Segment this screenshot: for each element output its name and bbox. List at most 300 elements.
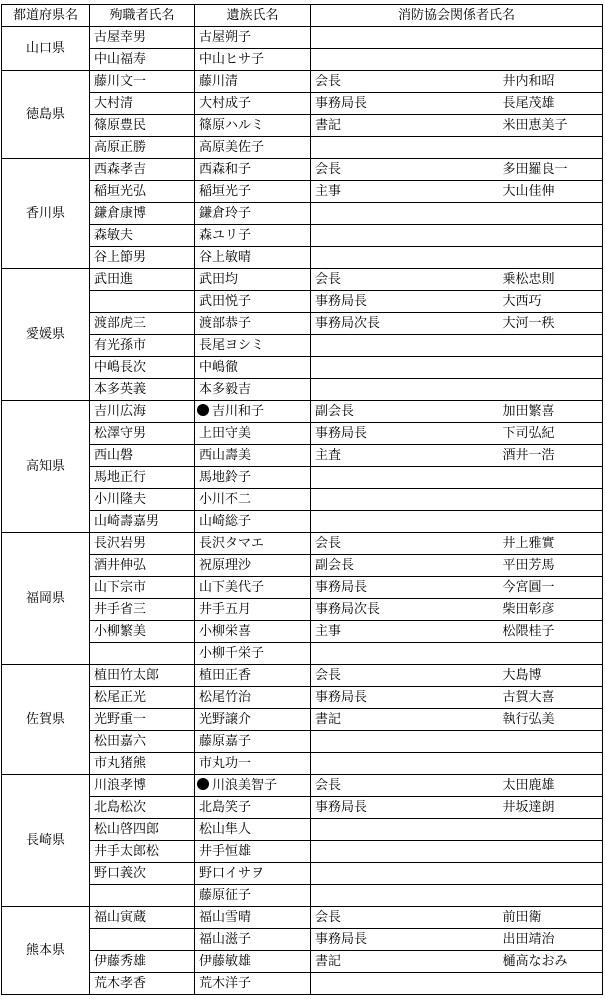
association-role-text: 会長 — [315, 536, 342, 551]
table-row — [2, 335, 603, 357]
association-role-text: 副会長 — [315, 558, 355, 573]
deceased-name-text: 市丸猪熊 — [94, 756, 147, 771]
deceased-name-text: 松澤守男 — [94, 426, 147, 441]
association-role-cell — [311, 49, 499, 71]
association-role-cell — [311, 203, 499, 225]
header-survivor-name: 遺族氏名 — [195, 5, 311, 27]
survivor-name-text: 光野譲介 — [199, 712, 252, 727]
association-role-cell — [311, 929, 499, 951]
survivor-name-cell — [195, 181, 311, 203]
survivor-name-text: 祝原理沙 — [199, 558, 252, 573]
table-row — [2, 49, 603, 71]
deceased-name-cell — [90, 555, 195, 577]
association-role-cell — [311, 951, 499, 973]
association-name-cell — [499, 313, 603, 335]
survivor-name-text: 井手恒雄 — [199, 844, 252, 859]
deceased-name-cell — [90, 335, 195, 357]
association-role-text: 書記 — [315, 118, 342, 133]
survivor-name-cell — [195, 71, 311, 93]
survivor-name-text: 吉川和子 — [212, 404, 265, 419]
prefecture-cell: 愛媛県 — [2, 269, 90, 401]
survivor-name-cell — [195, 93, 311, 115]
survivor-name-text: 中山ヒサ子 — [199, 52, 265, 67]
association-role-cell — [311, 753, 499, 775]
association-role-cell — [311, 907, 499, 929]
deceased-name-cell — [90, 445, 195, 467]
association-role-cell — [311, 687, 499, 709]
association-role-cell — [311, 621, 499, 643]
deceased-name-text: 有光孫市 — [94, 338, 147, 353]
association-name-cell — [499, 819, 603, 841]
deceased-name-cell — [90, 313, 195, 335]
deceased-name-text: 小柳繁美 — [94, 624, 147, 639]
association-role-text: 会長 — [315, 910, 342, 925]
deceased-name-text: 中山福寿 — [94, 52, 147, 67]
association-role-cell — [311, 335, 499, 357]
association-name-cell — [499, 863, 603, 885]
association-role-text: 事務局長 — [315, 426, 368, 441]
prefecture-cell: 長崎県 — [2, 775, 90, 907]
deceased-name-cell — [90, 775, 195, 797]
table-row — [2, 599, 603, 621]
deceased-name-cell — [90, 93, 195, 115]
deceased-name-cell — [90, 797, 195, 819]
survivor-name-text: 渡部恭子 — [199, 316, 252, 331]
association-name-cell — [499, 907, 603, 929]
deceased-name-cell — [90, 225, 195, 247]
survivor-name-text: 北島笑子 — [199, 800, 252, 815]
association-role-cell — [311, 775, 499, 797]
deceased-name-text: 吉川広海 — [94, 404, 147, 419]
deceased-name-cell — [90, 929, 195, 951]
survivor-name-cell — [195, 885, 311, 907]
survivor-name-cell — [195, 797, 311, 819]
survivor-name-text: 小柳栄喜 — [199, 624, 252, 639]
association-role-cell — [311, 357, 499, 379]
survivor-name-text: 大村成子 — [199, 96, 252, 111]
survivor-name-cell — [195, 929, 311, 951]
association-role-text: 事務局長 — [315, 690, 368, 705]
deceased-name-cell — [90, 819, 195, 841]
association-role-cell — [311, 599, 499, 621]
association-name-cell — [499, 93, 603, 115]
association-name-cell — [499, 709, 603, 731]
survivor-name-cell — [195, 665, 311, 687]
association-role-cell — [311, 225, 499, 247]
association-role-text: 会長 — [315, 272, 342, 287]
survivor-name-cell — [195, 709, 311, 731]
association-name-text: 酒井一浩 — [502, 448, 555, 463]
survivor-name-cell — [195, 115, 311, 137]
survivor-name-cell — [195, 423, 311, 445]
deceased-name-text: 松山啓四郎 — [94, 822, 160, 837]
deceased-name-text: 谷上節男 — [94, 250, 147, 265]
association-name-cell — [499, 335, 603, 357]
deceased-name-cell — [90, 863, 195, 885]
survivor-name-cell — [195, 445, 311, 467]
association-role-cell — [311, 445, 499, 467]
association-role-cell — [311, 489, 499, 511]
deceased-name-text: 森敏夫 — [94, 228, 134, 243]
survivor-name-cell — [195, 951, 311, 973]
table-row — [2, 819, 603, 841]
association-name-cell — [499, 731, 603, 753]
deceased-name-cell — [90, 973, 195, 995]
deceased-name-text: 本多英義 — [94, 382, 147, 397]
survivor-name-cell — [195, 533, 311, 555]
association-name-cell — [499, 467, 603, 489]
survivor-name-text: 松尾竹治 — [199, 690, 252, 705]
survivor-name-cell — [195, 819, 311, 841]
table-row — [2, 841, 603, 863]
association-role-text: 事務局長 — [315, 294, 368, 309]
association-name-text: 乗松忠則 — [502, 272, 555, 287]
association-name-cell — [499, 247, 603, 269]
association-name-cell — [499, 423, 603, 445]
black-circle-icon — [197, 778, 209, 790]
association-name-cell — [499, 511, 603, 533]
deceased-name-text: 篠原豊民 — [94, 118, 147, 133]
table-row — [2, 71, 603, 93]
association-name-cell — [499, 357, 603, 379]
deceased-name-text: 井手太郎松 — [94, 844, 160, 859]
survivor-name-text: 谷上敏晴 — [199, 250, 252, 265]
survivor-name-cell — [195, 731, 311, 753]
association-role-text: 事務局長 — [315, 580, 368, 595]
association-name-text: 米田恵美子 — [502, 118, 568, 133]
association-role-text: 主査 — [315, 448, 342, 463]
association-name-text: 大島博 — [502, 668, 542, 683]
survivor-name-cell — [195, 841, 311, 863]
survivor-name-text: 西山壽美 — [199, 448, 252, 463]
survivor-name-cell — [195, 489, 311, 511]
deceased-name-text: 山崎壽嘉男 — [94, 514, 160, 529]
association-name-cell — [499, 49, 603, 71]
table-row — [2, 203, 603, 225]
deceased-name-text: 松田嘉六 — [94, 734, 147, 749]
survivor-name-cell — [195, 379, 311, 401]
table-row — [2, 775, 603, 797]
survivor-name-text: 西森和子 — [199, 162, 252, 177]
deceased-name-text: 高原正勝 — [94, 140, 147, 155]
deceased-name-text: 植田竹太郎 — [94, 668, 160, 683]
table-row — [2, 445, 603, 467]
survivor-name-text: 荒木洋子 — [199, 976, 252, 991]
survivor-name-text: 中嶋徹 — [199, 360, 239, 375]
association-name-text: 長尾茂雄 — [502, 96, 555, 111]
association-role-text: 事務局次長 — [315, 602, 381, 617]
association-name-text: 井上雅實 — [502, 536, 555, 551]
association-role-text: 事務局長 — [315, 932, 368, 947]
deceased-name-cell — [90, 621, 195, 643]
survivor-name-cell — [195, 247, 311, 269]
association-role-text: 主事 — [315, 624, 342, 639]
header-deceased-name: 殉職者氏名 — [90, 5, 195, 27]
deceased-name-text: 伊藤秀雄 — [94, 954, 147, 969]
deceased-name-cell — [90, 577, 195, 599]
deceased-name-cell — [90, 599, 195, 621]
association-name-cell — [499, 841, 603, 863]
deceased-name-text: 松尾正光 — [94, 690, 147, 705]
deceased-name-text: 武田進 — [94, 272, 134, 287]
survivor-name-text: 武田均 — [199, 272, 239, 287]
survivor-name-cell — [195, 753, 311, 775]
table-row — [2, 27, 603, 49]
deceased-name-cell — [90, 533, 195, 555]
association-role-cell — [311, 709, 499, 731]
association-name-text: 樋高なおみ — [502, 954, 568, 969]
association-name-cell — [499, 951, 603, 973]
deceased-name-cell — [90, 951, 195, 973]
association-name-text: 井坂達朗 — [502, 800, 555, 815]
survivor-name-text: 鎌倉玲子 — [199, 206, 252, 221]
association-role-text: 事務局長 — [315, 96, 368, 111]
survivor-name-cell — [195, 973, 311, 995]
table-row — [2, 753, 603, 775]
survivor-name-cell — [195, 269, 311, 291]
deceased-name-cell — [90, 357, 195, 379]
association-name-cell — [499, 445, 603, 467]
survivor-name-cell — [195, 291, 311, 313]
deceased-name-cell — [90, 247, 195, 269]
association-role-cell — [311, 797, 499, 819]
deceased-name-cell — [90, 71, 195, 93]
association-role-text: 事務局次長 — [315, 316, 381, 331]
memorial-table — [1, 4, 603, 995]
prefecture-cell: 高知県 — [2, 401, 90, 533]
deceased-name-text: 稲垣光弘 — [94, 184, 147, 199]
association-name-cell — [499, 115, 603, 137]
table-row — [2, 709, 603, 731]
survivor-name-text: 武田悦子 — [199, 294, 252, 309]
survivor-name-cell — [195, 621, 311, 643]
deceased-name-cell — [90, 49, 195, 71]
association-role-cell — [311, 973, 499, 995]
survivor-name-cell — [195, 203, 311, 225]
deceased-name-text: 西山磐 — [94, 448, 134, 463]
deceased-name-text: 酒井伸弘 — [94, 558, 147, 573]
association-role-cell — [311, 269, 499, 291]
deceased-name-cell — [90, 181, 195, 203]
table-row — [2, 423, 603, 445]
survivor-name-cell — [195, 49, 311, 71]
association-name-text: 加田繁喜 — [502, 404, 555, 419]
survivor-name-text: 高原美佐子 — [199, 140, 265, 155]
association-role-cell — [311, 181, 499, 203]
association-name-cell — [499, 885, 603, 907]
deceased-name-cell — [90, 665, 195, 687]
survivor-name-cell — [195, 225, 311, 247]
table-row — [2, 665, 603, 687]
survivor-name-text: 小柳千栄子 — [199, 646, 265, 661]
survivor-name-cell — [195, 577, 311, 599]
header-prefecture: 都道府県名 — [2, 5, 90, 27]
deceased-name-cell — [90, 687, 195, 709]
association-role-cell — [311, 555, 499, 577]
association-role-cell — [311, 401, 499, 423]
survivor-name-text: 篠原ハルミ — [199, 118, 265, 133]
survivor-name-text: 山崎総子 — [199, 514, 252, 529]
association-role-cell — [311, 533, 499, 555]
deceased-name-text: 馬地正行 — [94, 470, 147, 485]
survivor-name-cell — [195, 599, 311, 621]
prefecture-cell: 山口県 — [2, 27, 90, 71]
deceased-name-cell — [90, 401, 195, 423]
deceased-name-cell — [90, 841, 195, 863]
association-name-text: 大山佳伸 — [502, 184, 555, 199]
deceased-name-cell — [90, 643, 195, 665]
deceased-name-cell — [90, 27, 195, 49]
association-name-cell — [499, 137, 603, 159]
association-name-text: 大河一秩 — [502, 316, 555, 331]
association-role-cell — [311, 731, 499, 753]
deceased-name-text: 小川隆夫 — [94, 492, 147, 507]
survivor-name-text: 植田正香 — [199, 668, 252, 683]
association-name-cell — [499, 753, 603, 775]
table-row — [2, 577, 603, 599]
association-role-cell — [311, 423, 499, 445]
association-role-cell — [311, 27, 499, 49]
association-name-cell — [499, 71, 603, 93]
association-name-text: 前田衛 — [502, 910, 542, 925]
deceased-name-cell — [90, 423, 195, 445]
association-name-cell — [499, 379, 603, 401]
association-name-text: 多田羅良一 — [502, 162, 568, 177]
association-role-cell — [311, 819, 499, 841]
table-row — [2, 159, 603, 181]
black-circle-icon — [197, 404, 209, 416]
deceased-name-cell — [90, 885, 195, 907]
table-row — [2, 511, 603, 533]
association-role-text: 書記 — [315, 954, 342, 969]
deceased-name-text: 古屋幸男 — [94, 30, 147, 45]
survivor-name-text: 野口イサヲ — [199, 866, 265, 881]
table-row — [2, 467, 603, 489]
association-name-cell — [499, 489, 603, 511]
association-name-cell — [499, 533, 603, 555]
association-name-cell — [499, 203, 603, 225]
association-role-text: 主事 — [315, 184, 342, 199]
survivor-name-cell — [195, 335, 311, 357]
survivor-name-text: 森ユリ子 — [199, 228, 252, 243]
association-name-text: 大西巧 — [502, 294, 542, 309]
deceased-name-cell — [90, 379, 195, 401]
table-row — [2, 731, 603, 753]
survivor-name-text: 稲垣光子 — [199, 184, 252, 199]
association-name-cell — [499, 269, 603, 291]
table-row — [2, 643, 603, 665]
survivor-name-text: 藤川清 — [199, 74, 239, 89]
association-role-text: 副会長 — [315, 404, 355, 419]
table-row — [2, 225, 603, 247]
association-role-text: 事務局長 — [315, 800, 368, 815]
survivor-name-cell — [195, 27, 311, 49]
table-row — [2, 929, 603, 951]
association-role-cell — [311, 291, 499, 313]
association-name-text: 松隈桂子 — [502, 624, 555, 639]
table-row — [2, 797, 603, 819]
association-name-cell — [499, 159, 603, 181]
table-row — [2, 313, 603, 335]
deceased-name-cell — [90, 907, 195, 929]
survivor-name-cell — [195, 511, 311, 533]
survivor-name-cell — [195, 907, 311, 929]
table-row — [2, 247, 603, 269]
deceased-name-cell — [90, 467, 195, 489]
survivor-name-cell — [195, 159, 311, 181]
survivor-name-cell — [195, 687, 311, 709]
association-role-cell — [311, 841, 499, 863]
association-name-cell — [499, 973, 603, 995]
association-role-cell — [311, 863, 499, 885]
table-row — [2, 181, 603, 203]
survivor-name-cell — [195, 643, 311, 665]
survivor-name-text: 藤原嘉子 — [199, 734, 252, 749]
deceased-name-cell — [90, 269, 195, 291]
deceased-name-cell — [90, 291, 195, 313]
association-role-cell — [311, 643, 499, 665]
association-role-cell — [311, 313, 499, 335]
association-name-text: 柴田彰彦 — [502, 602, 555, 617]
survivor-name-cell — [195, 313, 311, 335]
association-role-text: 会長 — [315, 668, 342, 683]
deceased-name-cell — [90, 115, 195, 137]
association-name-cell — [499, 665, 603, 687]
deceased-name-text: 北島松次 — [94, 800, 147, 815]
prefecture-cell: 香川県 — [2, 159, 90, 269]
survivor-name-text: 福山雪晴 — [199, 910, 252, 925]
association-name-cell — [499, 401, 603, 423]
association-role-cell — [311, 159, 499, 181]
survivor-name-text: 伊藤敏雄 — [199, 954, 252, 969]
table-row — [2, 863, 603, 885]
table-row — [2, 401, 603, 423]
deceased-name-cell — [90, 511, 195, 533]
association-role-text: 会長 — [315, 162, 342, 177]
association-name-text: 下司弘紀 — [502, 426, 555, 441]
survivor-name-text: 古屋朔子 — [199, 30, 252, 45]
survivor-name-text: 小川不二 — [199, 492, 252, 507]
association-role-cell — [311, 577, 499, 599]
survivor-name-text: 長沢タマエ — [199, 536, 265, 551]
survivor-name-text: 松山隼人 — [199, 822, 252, 837]
survivor-name-cell — [195, 467, 311, 489]
association-role-cell — [311, 93, 499, 115]
survivor-name-text: 市丸功一 — [199, 756, 252, 771]
survivor-name-text: 上田守美 — [199, 426, 252, 441]
deceased-name-text: 荒木孝香 — [94, 976, 147, 991]
deceased-name-cell — [90, 753, 195, 775]
survivor-name-text: 福山滋子 — [199, 932, 252, 947]
deceased-name-text: 長沢岩男 — [94, 536, 147, 551]
association-role-cell — [311, 885, 499, 907]
association-name-text: 今宮圓一 — [502, 580, 555, 595]
table-row — [2, 885, 603, 907]
deceased-name-text: 井手省三 — [94, 602, 147, 617]
prefecture-cell: 福岡県 — [2, 533, 90, 665]
deceased-name-text: 藤川文一 — [94, 74, 147, 89]
association-name-cell — [499, 27, 603, 49]
table-row — [2, 907, 603, 929]
deceased-name-text: 野口義次 — [94, 866, 147, 881]
association-name-cell — [499, 555, 603, 577]
table-row — [2, 533, 603, 555]
association-role-cell — [311, 511, 499, 533]
survivor-name-text: 川浪美智子 — [212, 778, 278, 793]
table-row — [2, 93, 603, 115]
association-role-cell — [311, 115, 499, 137]
association-name-cell — [499, 181, 603, 203]
